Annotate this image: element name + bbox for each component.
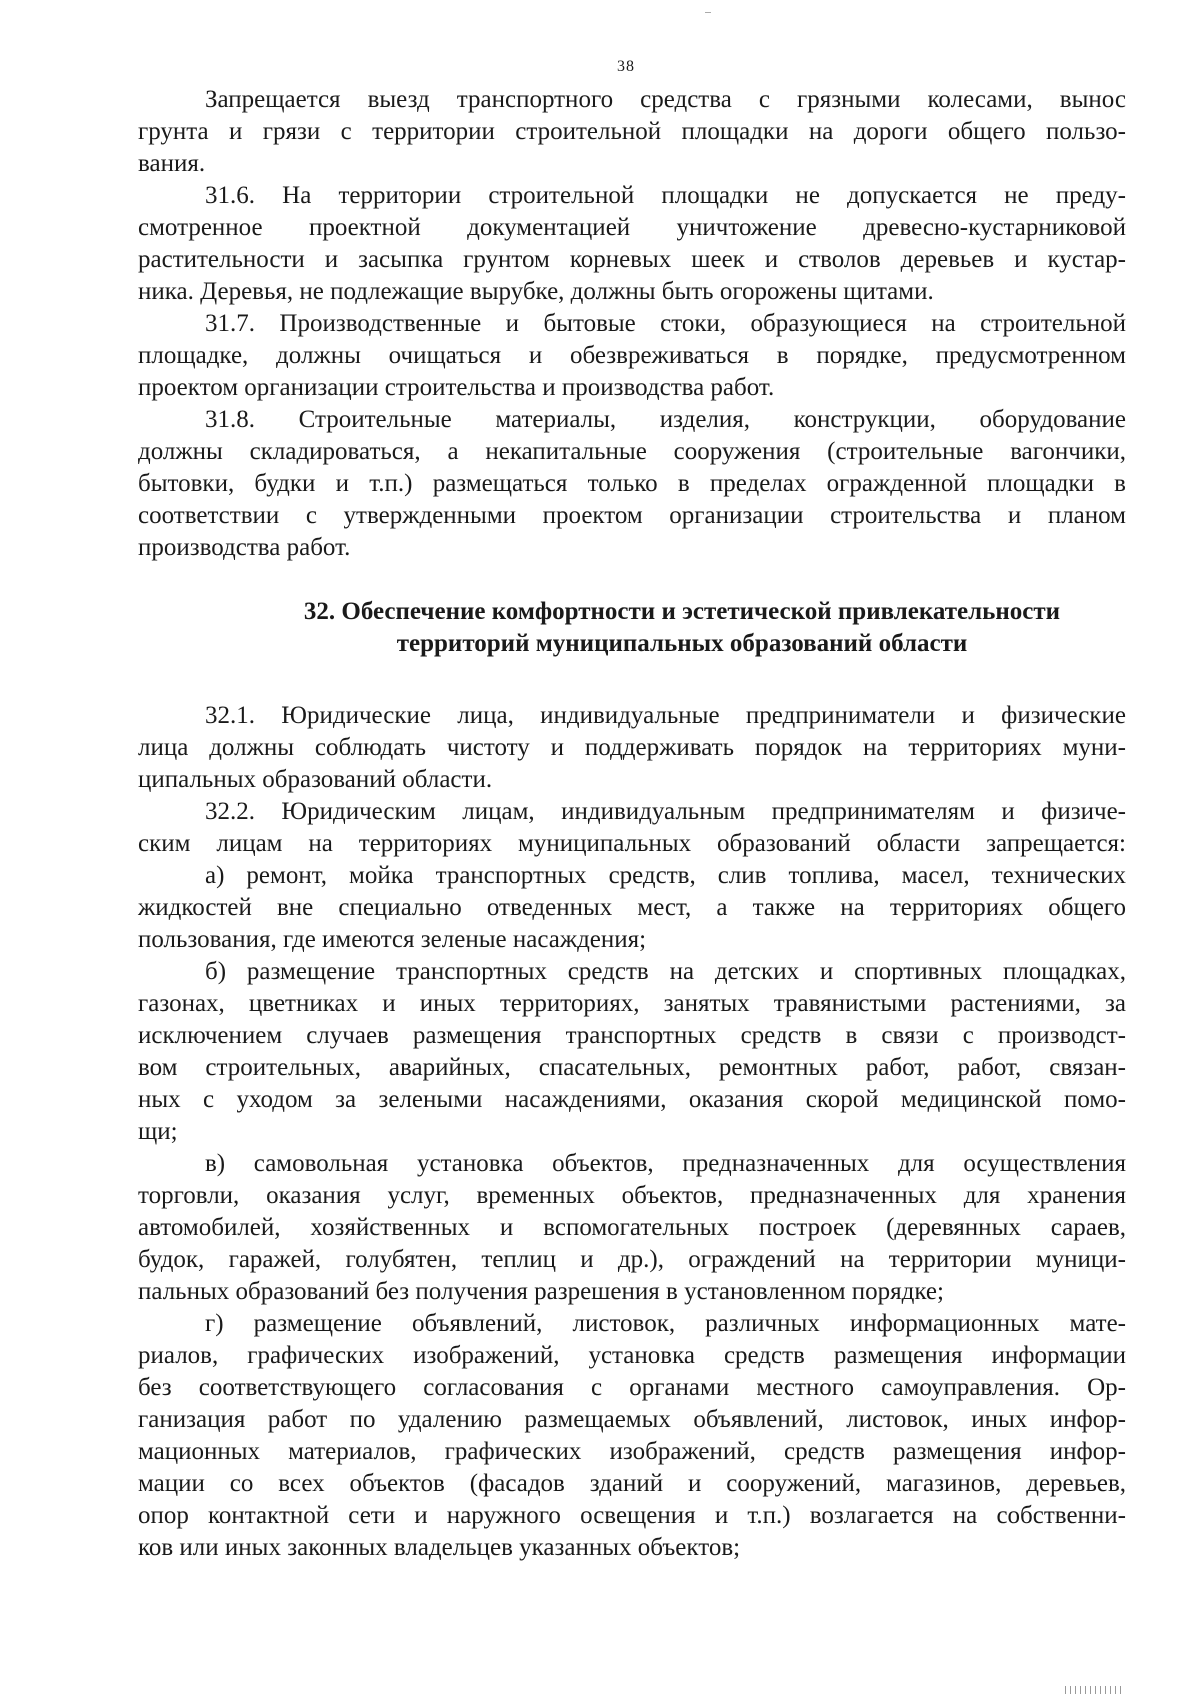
text-line: 32.2. Юридическим лицам, индивидуальным предпринимателям и физиче-	[205, 798, 1126, 825]
item-v	[138, 1148, 1126, 1308]
text-line: будок, гаражей, голубятен, теплиц и др.), ограждений на территории муници-	[138, 1246, 1126, 1273]
text-line: г) размещение объявлений, листовок, различных информационных мате-	[205, 1310, 1126, 1337]
text-line: а) ремонт, мойка транспортных средств, слив топлива, масел, технических	[205, 862, 1126, 889]
paragraph-31-8	[138, 404, 1126, 564]
text-line: в) самовольная установка объектов, предназначенных для осуществления	[205, 1150, 1126, 1177]
text-line: 31.7. Производственные и бытовые стоки, образующиеся на строительной	[205, 310, 1126, 337]
text-line: 31.8. Строительные материалы, изделия, конструкции, оборудование	[205, 406, 1126, 433]
section-31-text	[138, 84, 1126, 564]
paragraph-intro	[138, 84, 1126, 180]
text-line: проектом организации строительства и производства работ.	[138, 374, 775, 401]
page-number: 38	[617, 58, 635, 75]
item-a	[138, 860, 1126, 956]
text-line: ника. Деревья, не подлежащие вырубке, должны быть огорожены щитами.	[138, 278, 934, 305]
item-b	[138, 956, 1126, 1148]
text-line: должны складироваться, а некапитальные сооружения (строительные вагончики,	[138, 438, 1126, 465]
text-line: торговли, оказания услуг, временных объектов, предназначенных для хранения	[138, 1182, 1126, 1209]
text-line: мационных материалов, графических изображений, средств размещения инфор-	[138, 1438, 1126, 1465]
text-line: автомобилей, хозяйственных и вспомогательных построек (деревянных сараев,	[138, 1214, 1126, 1241]
paragraph-32-2	[138, 796, 1126, 860]
text-line: опор контактной сети и наружного освещения и т.п.) возлагается на собственни-	[138, 1502, 1126, 1529]
text-line: смотренное проектной документацией уничтожение древесно-кустарниковой	[138, 214, 1126, 241]
text-line: газонах, цветниках и иных территориях, занятых травянистыми растениями, за	[138, 990, 1126, 1017]
text-line: 31.6. На территории строительной площадки не допускается не преду-	[205, 182, 1126, 209]
text-line: грунта и грязи с территории строительной площадки на дороги общего пользо-	[138, 118, 1126, 145]
text-line: ципальных образований области.	[138, 766, 493, 793]
text-line: 32.1. Юридические лица, индивидуальные предприниматели и физические	[205, 702, 1126, 729]
text-line: производства работ.	[138, 534, 351, 561]
text-line: лица должны соблюдать чистоту и поддерживать порядок на территориях муни-	[138, 734, 1126, 761]
text-line: щи;	[138, 1118, 178, 1145]
section-32-text	[138, 700, 1126, 1564]
text-line: растительности и засыпка грунтом корневых шеек и стволов деревьев и кустар-	[138, 246, 1126, 273]
text-line: ганизация работ по удалению размещаемых объявлений, листовок, иных инфор-	[138, 1406, 1126, 1433]
text-line: пальных образований без получения разрешения в установленном порядке;	[138, 1278, 944, 1305]
text-line: вания.	[138, 150, 206, 177]
text-line: бытовки, будки и т.п.) размещаться только в пределах огражденной площадки в	[138, 470, 1126, 497]
text-line: пользования, где имеются зеленые насаждения;	[138, 926, 647, 953]
text-line: б) размещение транспортных средств на детских и спортивных площадках,	[205, 958, 1126, 985]
heading-line: 32. Обеспечение комфортности и эстетической привлекательности	[303, 598, 1061, 625]
text-line: ных с уходом за зелеными насаждениями, оказания скорой медицинской помо-	[138, 1086, 1126, 1113]
paragraph-31-7	[138, 308, 1126, 404]
paragraph-32-1	[138, 700, 1126, 796]
scan-speck	[705, 12, 711, 13]
section-32-heading	[138, 596, 1126, 660]
text-line: ков или иных законных владельцев указанных объектов;	[138, 1534, 741, 1561]
text-line: Запрещается выезд транспортного средства с грязными колесами, вынос	[205, 86, 1126, 113]
text-line: вом строительных, аварийных, спасательных, ремонтных работ, работ, связан-	[138, 1054, 1126, 1081]
text-line: риалов, графических изображений, установка средств размещения информации	[138, 1342, 1126, 1369]
text-line: ским лицам на территориях муниципальных образований области запрещается:	[138, 830, 1126, 857]
text-line: соответствии с утвержденными проектом организации строительства и планом	[138, 502, 1126, 529]
scan-artifact	[1065, 1686, 1125, 1694]
text-line: площадке, должны очищаться и обезвреживаться в порядке, предусмотренном	[138, 342, 1126, 369]
text-line: исключением случаев размещения транспортных средств в связи с производст-	[138, 1022, 1126, 1049]
text-line: мации со всех объектов (фасадов зданий и сооружений, магазинов, деревьев,	[138, 1470, 1126, 1497]
text-line: жидкостей вне специально отведенных мест, а также на территориях общего	[138, 894, 1126, 921]
item-g	[138, 1308, 1126, 1564]
heading-line: территорий муниципальных образований области	[396, 630, 968, 657]
text-line: без соответствующего согласования с органами местного самоуправления. Ор-	[138, 1374, 1126, 1401]
paragraph-31-6	[138, 180, 1126, 308]
